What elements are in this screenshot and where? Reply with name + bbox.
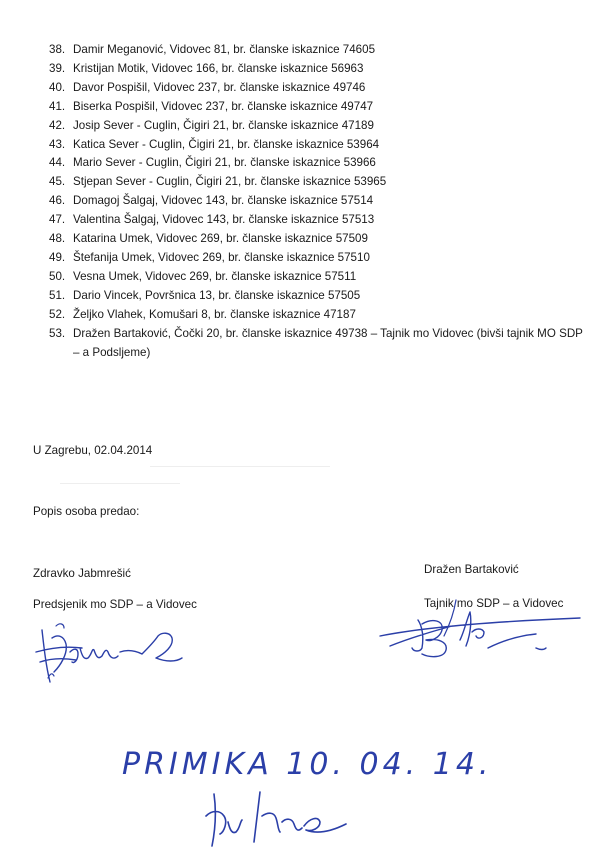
list-item-text: Stjepan Sever - Cuglin, Čigiri 21, br. članske iskaznice 53965 [73,175,387,189]
list-item-text: Dražen Bartaković, Čočki 20, br. članske iskaznice 49738 – Tajnik mo Vidovec (bivši tajnik MO SDP – a Podsljeme) [73,326,583,359]
place-date: U Zagrebu, 02.04.2014 [33,444,153,457]
scan-artifact [150,466,330,467]
list-item-number: 52. [49,307,66,321]
list-item-number: 46. [49,194,66,208]
list-item [49,173,589,192]
list-item [49,98,589,117]
list-item [49,117,589,136]
list-item-text: Domagoj Šalgaj, Vidovec 143, br. članske iskaznice 57514 [73,194,374,208]
list-item [49,192,589,211]
list-item-number: 47. [49,213,66,227]
list-item [49,287,589,306]
list-item-text: Damir Meganović, Vidovec 81, br. članske iskaznice 74605 [73,43,376,56]
scan-artifact [60,483,180,484]
list-item-number: 39. [49,61,66,75]
list-item-number: 40. [49,80,66,94]
list-item-text: Štefanija Umek, Vidovec 269, br. članske iskaznice 57510 [73,250,370,264]
list-item [49,306,589,325]
list-item [49,41,589,60]
right-signatory-role: Tajnik mo SDP – a Vidovec [424,597,564,610]
list-item [49,60,589,79]
list-item [49,325,589,363]
list-item [49,154,589,173]
list-item-text: Mario Sever - Cuglin, Čigiri 21, br. članske iskaznice 53966 [73,156,376,170]
list-item-text: Josip Sever - Cuglin, Čigiri 21, br. članske iskaznice 47189 [73,118,374,132]
list-item [49,249,589,268]
list-item-number: 41. [49,99,66,113]
handwritten-receipt-text: PRIMIKA 10. 04. 14. [122,747,493,782]
right-signatory-name: Dražen Bartaković [424,563,519,576]
list-item-number: 42. [49,118,66,132]
list-item-number: 43. [49,137,66,151]
list-item-number: 45. [49,175,66,189]
list-item [49,230,589,249]
left-signatory-name: Zdravko Jabmrešić [33,567,131,580]
list-item [49,211,589,230]
list-item-number: 53. [49,326,66,340]
left-signature [30,618,230,698]
handed-over-label: Popis osoba predao: [33,505,140,518]
list-item-number: 51. [49,288,66,302]
list-item-text: Biserka Pospišil, Vidovec 237, br. članske iskaznice 49747 [73,99,374,113]
list-item-number: 38. [49,43,66,56]
left-signatory-role: Predsjenik mo SDP – a Vidovec [33,598,197,611]
list-item-text: Vesna Umek, Vidovec 269, br. članske iskaznice 57511 [73,269,357,283]
list-item-text: Katarina Umek, Vidovec 269, br. članske iskaznice 57509 [73,232,368,246]
list-item [49,268,589,287]
right-signature [360,592,600,672]
list-item-number: 48. [49,232,66,246]
list-item-text: Kristijan Motik, Vidovec 166, br. članske iskaznice 56963 [73,61,364,75]
list-item-text: Željko Vlahek, Komušari 8, br. članske iskaznice 47187 [73,307,356,321]
list-item-number: 44. [49,156,66,170]
list-item-text: Katica Sever - Cuglin, Čigiri 21, br. članske iskaznice 53964 [73,137,380,151]
list-item-number: 49. [49,250,66,264]
list-item-text: Dario Vincek, Površnica 13, br. članske iskaznice 57505 [73,288,361,302]
list-item [49,136,589,155]
list-item-number: 50. [49,269,66,283]
receipt-signature [200,786,400,856]
list-item [49,79,589,98]
member-list [49,41,589,362]
list-item-text: Davor Pospišil, Vidovec 237, br. članske iskaznice 49746 [73,80,366,94]
list-item-text: Valentina Šalgaj, Vidovec 143, br. članske iskaznice 57513 [73,213,375,227]
